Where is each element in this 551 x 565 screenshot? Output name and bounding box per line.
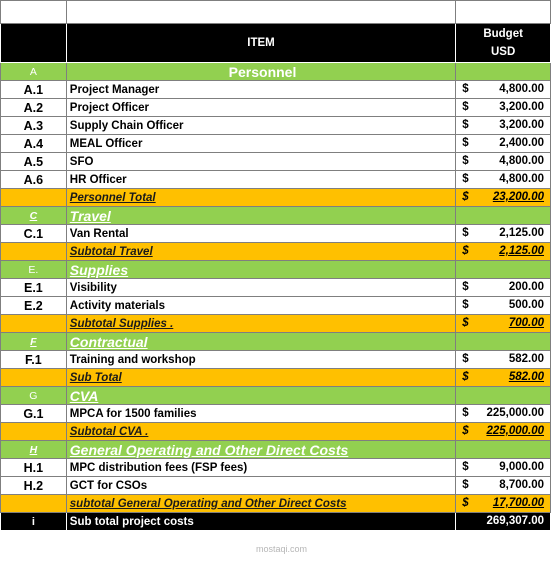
line-item-row [1, 477, 551, 495]
amount-value: 200.00 [508, 281, 544, 293]
line-item-label-cell[interactable]: MPCA for 1500 families [66, 405, 455, 423]
section-title-cell[interactable]: Supplies [66, 261, 455, 279]
subtotal-amount-cell[interactable] [456, 189, 551, 207]
line-item-label-cell[interactable]: Project Manager [66, 81, 455, 99]
currency-symbol: $ [462, 497, 469, 509]
line-item-amount-cell[interactable] [456, 477, 551, 495]
section-header-row [1, 333, 551, 351]
line-item-code-cell[interactable]: A.6 [1, 171, 67, 189]
line-item-row [1, 279, 551, 297]
grand-total-amount-value: 269,307.00 [486, 515, 544, 527]
line-item-row [1, 297, 551, 315]
subtotal-label-cell[interactable]: Subtotal CVA . [66, 423, 455, 441]
subtotal-code-cell[interactable] [1, 495, 67, 513]
line-item-amount-cell[interactable] [456, 351, 551, 369]
line-item-code-cell[interactable]: F.1 [1, 351, 67, 369]
subtotal-amount-cell[interactable] [456, 315, 551, 333]
section-amount-cell[interactable] [456, 261, 551, 279]
subtotal-row [1, 369, 551, 387]
subtotal-amount-cell[interactable] [456, 369, 551, 387]
line-item-label-cell[interactable]: Supply Chain Officer [66, 117, 455, 135]
line-item-code-cell[interactable]: C.1 [1, 225, 67, 243]
subtotal-label-cell[interactable]: Sub Total [66, 369, 455, 387]
line-item-label-cell[interactable]: Training and workshop [66, 351, 455, 369]
line-item-row [1, 99, 551, 117]
blank-cell[interactable] [456, 1, 551, 24]
line-item-code-cell[interactable]: A.5 [1, 153, 67, 171]
amount-value: 225,000.00 [486, 425, 544, 437]
header-code-cell[interactable] [1, 24, 67, 63]
subtotal-code-cell[interactable] [1, 243, 67, 261]
line-item-label-cell[interactable]: SFO [66, 153, 455, 171]
currency-symbol: $ [462, 101, 469, 113]
line-item-row [1, 459, 551, 477]
line-item-label-cell[interactable]: HR Officer [66, 171, 455, 189]
subtotal-row [1, 315, 551, 333]
line-item-row [1, 135, 551, 153]
section-amount-cell[interactable] [456, 63, 551, 81]
currency-symbol: $ [462, 461, 469, 473]
line-item-code-cell[interactable]: E.1 [1, 279, 67, 297]
amount-value: 225,000.00 [486, 407, 544, 419]
line-item-amount-cell[interactable] [456, 225, 551, 243]
line-item-row [1, 171, 551, 189]
subtotal-label-cell[interactable]: Subtotal Travel [66, 243, 455, 261]
currency-symbol: $ [462, 173, 469, 185]
subtotal-code-cell[interactable] [1, 423, 67, 441]
header-budget-label: Budget [483, 28, 523, 40]
amount-value: 500.00 [508, 299, 544, 311]
currency-symbol: $ [462, 317, 469, 329]
amount-value: 23,200.00 [492, 191, 544, 203]
currency-symbol: $ [462, 155, 469, 167]
blank-row [1, 1, 551, 24]
line-item-row [1, 117, 551, 135]
header-row [1, 24, 551, 63]
line-item-label-cell[interactable]: Van Rental [66, 225, 455, 243]
subtotal-code-cell[interactable] [1, 369, 67, 387]
subtotal-label-cell[interactable]: Subtotal Supplies . [66, 315, 455, 333]
line-item-label-cell[interactable]: Activity materials [66, 297, 455, 315]
blank-cell[interactable] [66, 1, 455, 24]
line-item-code-cell[interactable]: A.2 [1, 99, 67, 117]
line-item-code-cell[interactable]: H.2 [1, 477, 67, 495]
amount-value: 582.00 [508, 353, 544, 365]
subtotal-row [1, 423, 551, 441]
line-item-amount-cell[interactable] [456, 117, 551, 135]
currency-symbol: $ [462, 371, 469, 383]
amount-value: 9,000.00 [499, 461, 544, 473]
amount-value: 4,800.00 [499, 173, 544, 185]
section-code-cell[interactable]: G [1, 387, 67, 405]
line-item-label-cell[interactable]: MPC distribution fees (FSP fees) [66, 459, 455, 477]
header-budget-cell[interactable] [456, 24, 551, 63]
section-title-cell[interactable]: Personnel [66, 63, 455, 81]
line-item-label-cell[interactable]: Project Officer [66, 99, 455, 117]
line-item-row [1, 351, 551, 369]
section-code-cell[interactable]: H [1, 441, 67, 459]
currency-symbol: $ [462, 281, 469, 293]
section-amount-cell[interactable] [456, 387, 551, 405]
amount-value: 4,800.00 [499, 155, 544, 167]
line-item-amount-cell[interactable] [456, 99, 551, 117]
subtotal-row [1, 243, 551, 261]
currency-symbol: $ [462, 353, 469, 365]
subtotal-code-cell[interactable] [1, 189, 67, 207]
line-item-row [1, 81, 551, 99]
section-header-row [1, 207, 551, 225]
section-code-cell[interactable]: F [1, 333, 67, 351]
amount-value: 582.00 [508, 371, 544, 383]
grand-total-code-cell[interactable]: i [1, 513, 67, 531]
amount-value: 2,125.00 [499, 245, 544, 257]
amount-value: 17,700.00 [492, 497, 544, 509]
section-amount-cell[interactable] [456, 333, 551, 351]
subtotal-row [1, 189, 551, 207]
line-item-amount-cell[interactable] [456, 297, 551, 315]
line-item-amount-cell[interactable] [456, 153, 551, 171]
watermark-text: mostaqi.com [256, 544, 308, 554]
line-item-label-cell[interactable]: GCT for CSOs [66, 477, 455, 495]
subtotal-amount-cell[interactable] [456, 495, 551, 513]
line-item-amount-cell[interactable] [456, 135, 551, 153]
subtotal-label-cell[interactable]: subtotal General Operating and Other Direct Costs [66, 495, 455, 513]
section-header-row [1, 261, 551, 279]
line-item-code-cell[interactable]: A.4 [1, 135, 67, 153]
amount-value: 8,700.00 [499, 479, 544, 491]
subtotal-amount-cell[interactable] [456, 423, 551, 441]
line-item-row [1, 153, 551, 171]
section-code-cell[interactable]: A [1, 63, 67, 81]
amount-value: 2,400.00 [499, 137, 544, 149]
section-header-row [1, 441, 551, 459]
line-item-label-cell[interactable]: MEAL Officer [66, 135, 455, 153]
blank-cell[interactable] [1, 1, 67, 24]
line-item-label-cell[interactable]: Visibility [66, 279, 455, 297]
line-item-amount-cell[interactable] [456, 171, 551, 189]
section-title-cell[interactable]: Contractual [66, 333, 455, 351]
section-title-cell[interactable]: Travel [66, 207, 455, 225]
line-item-row [1, 405, 551, 423]
currency-symbol: $ [462, 299, 469, 311]
section-header-row [1, 387, 551, 405]
currency-symbol: $ [462, 425, 469, 437]
section-amount-cell[interactable] [456, 441, 551, 459]
subtotal-code-cell[interactable] [1, 315, 67, 333]
header-currency-label: USD [490, 46, 516, 58]
amount-value: 3,200.00 [499, 119, 544, 131]
amount-value: 4,800.00 [499, 83, 544, 95]
line-item-amount-cell[interactable] [456, 405, 551, 423]
section-title-cell[interactable]: CVA [66, 387, 455, 405]
subtotal-amount-cell[interactable] [456, 243, 551, 261]
line-item-code-cell[interactable]: A.3 [1, 117, 67, 135]
line-item-amount-cell[interactable] [456, 459, 551, 477]
line-item-code-cell[interactable]: A.1 [1, 81, 67, 99]
grand-total-amount-cell[interactable] [456, 513, 551, 531]
line-item-amount-cell[interactable] [456, 81, 551, 99]
section-code-cell[interactable]: E. [1, 261, 67, 279]
section-header-row [1, 63, 551, 81]
subtotal-row [1, 495, 551, 513]
section-code-cell[interactable]: C [1, 207, 67, 225]
currency-symbol: $ [462, 479, 469, 491]
line-item-row [1, 225, 551, 243]
currency-symbol: $ [462, 119, 469, 131]
amount-value: 700.00 [508, 317, 544, 329]
currency-symbol: $ [462, 191, 469, 203]
grand-total-label-cell[interactable]: Sub total project costs [66, 513, 455, 531]
amount-value: 3,200.00 [499, 101, 544, 113]
line-item-code-cell[interactable]: G.1 [1, 405, 67, 423]
section-title-cell[interactable]: General Operating and Other Direct Costs [66, 441, 455, 459]
currency-symbol: $ [462, 137, 469, 149]
amount-value: 2,125.00 [499, 227, 544, 239]
line-item-amount-cell[interactable] [456, 279, 551, 297]
line-item-code-cell[interactable]: E.2 [1, 297, 67, 315]
grand-total-row [1, 513, 551, 531]
currency-symbol: $ [462, 407, 469, 419]
header-item-cell[interactable]: ITEM [66, 24, 455, 63]
currency-symbol: $ [462, 83, 469, 95]
currency-symbol: $ [462, 227, 469, 239]
line-item-code-cell[interactable]: H.1 [1, 459, 67, 477]
currency-symbol: $ [462, 245, 469, 257]
subtotal-label-cell[interactable]: Personnel Total [66, 189, 455, 207]
section-amount-cell[interactable] [456, 207, 551, 225]
